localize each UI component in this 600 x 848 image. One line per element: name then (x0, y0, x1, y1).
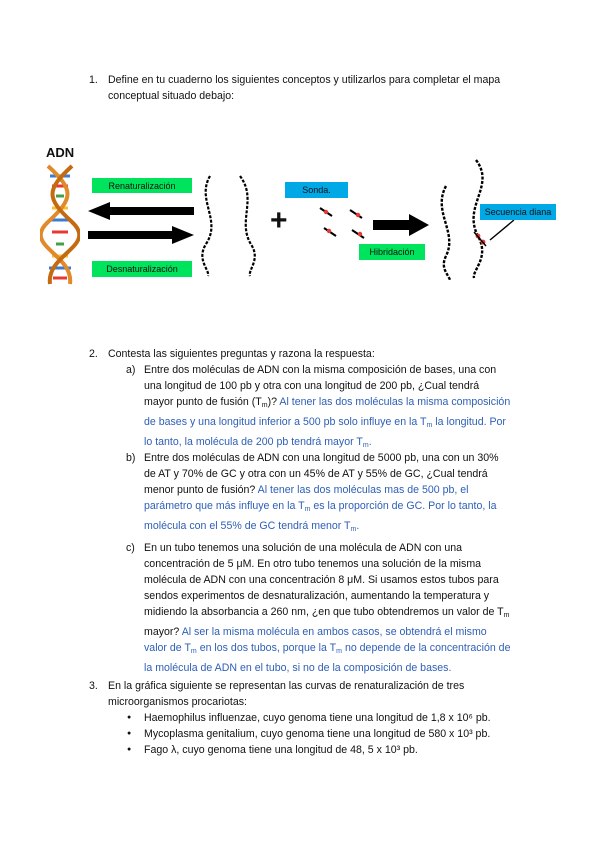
question-2 (89, 346, 559, 362)
question-2a-line-3: mayor punto de fusión $(T_m)$? Al tener las dos moléculas la misma composición (144, 396, 511, 409)
question-2c-label: c) (126, 542, 135, 554)
list-item: ● Haemophilus influenzae, cuyo genoma tiene una longitud de 1,8 x 10⁶ pb. (144, 710, 559, 726)
question-2a-label: a) (126, 364, 136, 376)
question-1-number: 1. (89, 74, 98, 86)
answer-2b-start: Al tener las dos moléculas mas de 500 pb, el (257, 484, 469, 496)
probe-fragments-icon (316, 204, 376, 244)
question-2c-line-5: midiendo la absorbancia a 260 nm, ¿en que tubo obtendremos un valor de $T_m$ (144, 606, 510, 619)
single-strands-icon (196, 172, 266, 278)
question-2a (126, 362, 546, 454)
hybridization-arrow-icon (373, 214, 429, 236)
answer-2c-start: Al ser la misma molécula en ambos casos, se obtendrá el mismo (181, 626, 487, 638)
list-item: ● Mycoplasma genitalium, cuyo genoma tiene una longitud de 580 x 10³ pb. (144, 726, 559, 742)
question-2b-line-1: Entre dos moléculas de ADN con una longitud de 5000 pb, una con un 30% (144, 452, 499, 464)
answer-2b-line-5: molécula con el 55% de GC tendrá menor $T_m$. (144, 520, 360, 533)
question-2a-line-1: Entre dos moléculas de ADN con la misma composición de bases, una con (144, 364, 497, 376)
question-1-line-1: Define en tu cuaderno los siguientes conceptos y utilizarlos para completar el mapa (108, 74, 501, 86)
list-item: ● Fago λ, cuyo genoma tiene una longitud de 48, 5 x 10³ pb. (144, 742, 559, 758)
plus-icon: + (270, 204, 288, 237)
organism-list (144, 710, 559, 758)
question-1-line-2: conceptual situado debajo: (108, 90, 235, 102)
answer-2c-line-8: la molécula de ADN en el tubo, si no de la composición de bases. (144, 662, 452, 674)
question-2a-line-2: una longitud de 100 pb y otra con una longitud de 200 pb, ¿Cual tendrá (144, 380, 480, 392)
question-3-line-2: microorganismos procariotas: (108, 696, 247, 708)
renaturalizacion-box: Renaturalización (92, 178, 192, 193)
answer-2a-start: Al tener las dos moléculas la misma composición (279, 396, 511, 408)
answer-2a-line-4: de bases y una longitud inferior a 500 pb solo influye en la $T_m$ la longitud. Por (144, 416, 506, 429)
question-1 (89, 72, 559, 104)
question-2-intro: Contesta las siguientes preguntas y razona la respuesta: (108, 348, 375, 360)
desnaturalizacion-box: Desnaturalización (92, 261, 192, 277)
hibridacion-box: Hibridación (359, 244, 425, 260)
left-arrow-icon (88, 202, 194, 220)
question-2c-line-1: En un tubo tenemos una solución de una molécula de ADN con una (144, 542, 463, 554)
answer-2c-line-7: valor de $T_m$ en los dos tubos, porque la $T_m$ no depende de la concentración de (144, 642, 511, 655)
question-2c-line-3: molécula de ADN con una concentración 8 μM. Si usamos estos tubos para (144, 574, 499, 586)
secuencia-diana-box: Secuencia diana (480, 204, 556, 220)
concept-map (0, 140, 600, 300)
question-2b-line-3: menor punto de fusión? Al tener las dos moléculas mas de 500 pb, el (144, 484, 469, 496)
question-2c-line-4: sendos experimentos de desnaturalización, aumentando la temperatura y (144, 590, 490, 602)
right-arrow-icon (88, 226, 194, 244)
dna-helix-icon (40, 164, 80, 286)
question-2c (126, 540, 546, 676)
question-2c-line-6: mayor? Al ser la misma molécula en ambos casos, se obtendrá el mismo (144, 626, 487, 638)
question-3-line-1: En la gráfica siguiente se representan las curvas de renaturalización de tres (108, 680, 465, 692)
question-3-number: 3. (89, 680, 98, 692)
question-2b-label: b) (126, 452, 136, 464)
question-2b (126, 450, 546, 538)
answer-2a-line-5: lo tanto, la molécula de 200 pb tendrá mayor $T_m$. (144, 436, 372, 449)
pointer-line-icon (488, 220, 518, 242)
sonda-box: Sonda. (285, 182, 348, 198)
answer-2b-line-4: parámetro que más influye en la $T_m$ es la proporción de GC. Por lo tanto, la (144, 500, 497, 513)
question-2b-line-2: de AT y 70% de GC y otra con un 45% de AT y 55% de GC, ¿Cual tendrá (144, 468, 488, 480)
question-2c-line-2: concentración de 5 μM. En otro tubo tenemos una solución de la misma (144, 558, 482, 570)
question-3 (89, 678, 559, 758)
question-2-number: 2. (89, 348, 98, 360)
adn-label: ADN (46, 145, 75, 160)
